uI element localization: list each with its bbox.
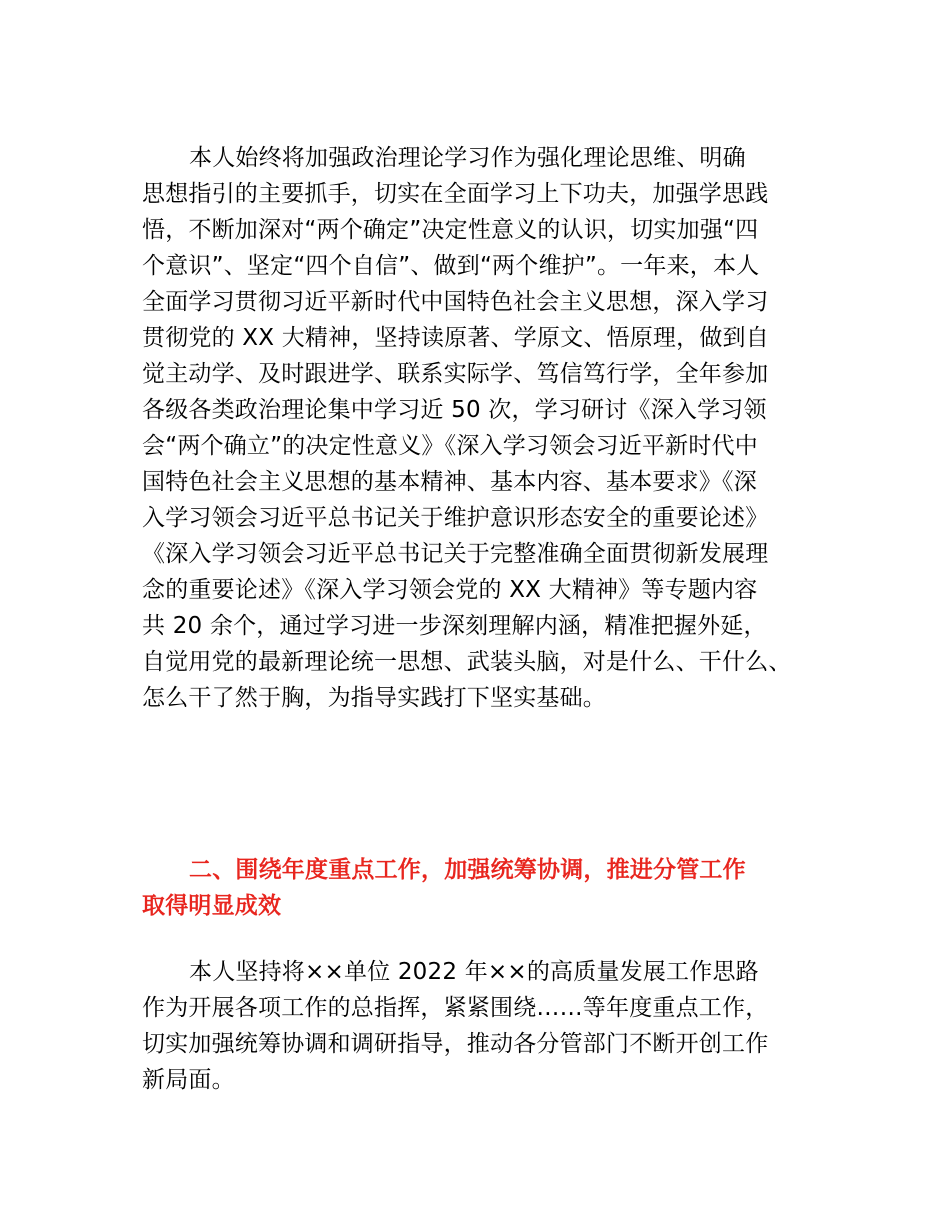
paragraph-line: 觉主动学、及时跟进学、联系实际学、笃信笃行学，全年参加	[142, 361, 769, 387]
paragraph-line: 怎么干了然于胸，为指导实践打下坚实基础。	[142, 685, 606, 711]
paragraph-line: 本人坚持将××单位 2022 年××的高质量发展工作思路	[189, 959, 759, 985]
paragraph-line: 各级各类政治理论集中学习近 50 次，学习研讨《深入学习领	[142, 397, 767, 423]
paragraph-line: 会“两个确立”的决定性意义》《深入学习领会习近平新时代中	[142, 433, 758, 459]
paragraph-line: 全面学习贯彻习近平新时代中国特色社会主义思想，深入学习	[142, 289, 769, 315]
heading-line: 取得明显成效	[142, 893, 282, 919]
section-heading	[142, 852, 832, 924]
paragraph-line: 《深入学习领会习近平总书记关于完整准确全面贯彻新发展理	[142, 541, 769, 567]
paragraph-line: 自觉用党的最新理论统一思想、武装头脑，对是什么、干什么、	[142, 649, 792, 675]
paragraph-line: 国特色社会主义思想的基本精神、基本内容、基本要求》《深	[142, 469, 757, 495]
paragraph-line: 本人始终将加强政治理论学习作为强化理论思维、明确	[189, 145, 746, 171]
paragraph-line: 个意识”、坚定“四个自信”、做到“两个维护”。一年来，本人	[142, 253, 760, 279]
paragraph-line: 共 20 余个，通过学习进一步深刻理解内涵，精准把握外延，	[142, 613, 767, 639]
paragraph-line: 念的重要论述》《深入学习领会党的 XX 大精神》等专题内容	[142, 577, 758, 603]
body-paragraph	[142, 140, 832, 716]
paragraph-line: 思想指引的主要抓手，切实在全面学习上下功夫，加强学思践	[142, 181, 769, 207]
paragraph-line: 贯彻党的 XX 大精神，坚持读原著、学原文、悟原理，做到自	[142, 325, 769, 351]
paragraph-line: 入学习领会习近平总书记关于维护意识形态安全的重要论述》	[142, 505, 769, 531]
paragraph-line: 作为开展各项工作的总指挥，紧紧围绕……等年度重点工作，	[142, 995, 769, 1021]
paragraph-line: 新局面。	[142, 1067, 235, 1093]
paragraph-line: 切实加强统筹协调和调研指导，推动各分管部门不断开创工作	[142, 1031, 769, 1057]
heading-line: 二、围绕年度重点工作，加强统筹协调，推进分管工作	[189, 857, 746, 883]
paragraph-line: 悟，不断加深对“两个确定”决定性意义的认识，切实加强“四	[142, 217, 759, 243]
body-paragraph	[142, 954, 832, 1098]
